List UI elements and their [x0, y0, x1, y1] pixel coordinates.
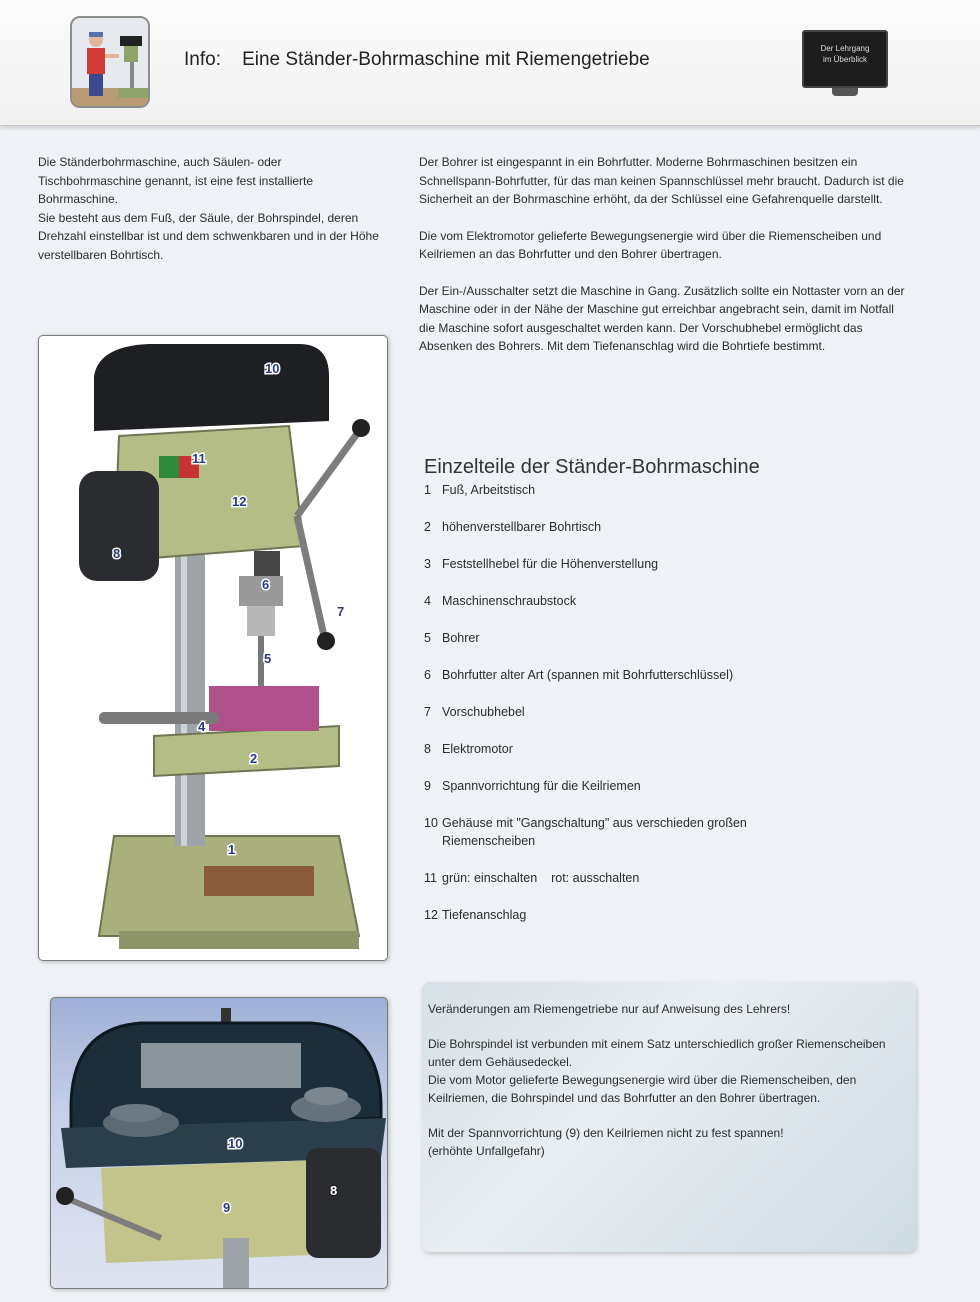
list-item: 11 grün: einschalten rot: ausschalten: [424, 871, 640, 885]
list-item: 7 Vorschubhebel: [424, 705, 525, 719]
photo1-label-4: 4: [198, 719, 206, 734]
intro-right-para-3: Der Ein-/Ausschalter setzt die Maschine in Gang. Zusätzlich sollte ein Nottaster vorn an der Maschine oder in der Nähe der Maschine gut erreichbar angebracht sein, damit im Notfall die Maschine sofort ausgeschaltet werden kann. Der Vorschubhebel ermöglicht das Absenken des Bohrers. Mit dem Tiefenanschlag wird die Bohrtiefe bestimmt.: [419, 283, 905, 353]
header-thumbnail[interactable]: [70, 16, 150, 108]
intro-left-para-2: Sie besteht aus dem Fuß, der Säule, der Bohrspindel, deren Drehzahl einstellbar ist und dem schwenkbaren und in der Höhe verstellbaren Bohrtisch.: [38, 210, 379, 262]
photo1-label-8: 8: [113, 546, 121, 561]
course-overview-button[interactable]: [802, 30, 888, 96]
photo2-label-8: 8: [330, 1183, 338, 1198]
info-para-spindle: Die Bohrspindel ist verbunden mit einem Satz unterschiedlich großer Riemenscheiben unter dem Gehäusedeckel. Die vom Motor gelieferte Bewegungsenergie wird über die Riemenscheiben, den Keilriemen, die Bohrspindel und das Bohrfutter an den Bohrer übertragen.: [428, 1037, 886, 1105]
list-item: 9 Spannvorrichtung für die Keilriemen: [424, 779, 641, 793]
page-title: Info: Eine Ständer-Bohrmaschine mit Riemengetriebe: [184, 49, 650, 70]
photo1-label-2: 2: [250, 751, 258, 766]
worker-at-drill-press-image: [72, 18, 150, 108]
photo1-label-10: 10: [265, 361, 280, 376]
monitor-text-line-1: Der Lehrgang: [820, 44, 870, 53]
header-bar: [0, 0, 980, 126]
photo1-label-1: 1: [228, 842, 236, 857]
list-item: 6 Bohrfutter alter Art (spannen mit Bohrfutterschlüssel): [424, 668, 734, 682]
photo1-label-7: 7: [337, 604, 345, 619]
photo1-label-11: 11: [192, 451, 206, 466]
photo1-label-12: 12: [232, 494, 247, 509]
photo2-label-9: 9: [223, 1200, 231, 1215]
photo2-label-10: 10: [228, 1136, 243, 1151]
intro-right-para-2: Die vom Elektromotor gelieferte Bewegungsenergie wird über die Riemenscheiben und Keilriemen an das Bohrfutter und den Bohrer übertragen.: [419, 228, 882, 261]
parts-list: [424, 481, 844, 943]
intro-left: [38, 153, 383, 264]
belt-housing-photo: [50, 997, 388, 1289]
list-item: 10 Gehäuse mit "Gangschaltung" aus verschieden großen Riemenscheiben: [424, 816, 747, 848]
parts-title: Einzelteile der Ständer-Bohrmaschine: [424, 456, 760, 478]
drill-press-photo: [38, 335, 388, 961]
intro-right: [419, 153, 909, 356]
intro-right-para-1: Der Bohrer ist eingespannt in ein Bohrfutter. Moderne Bohrmaschinen besitzen ein Schnellspann-Bohrfutter, für das man keinen Spannschlüssel mehr braucht. Dadurch ist die Sicherheit an der Bohrmaschine erhöht, da der Schlüssel eine Gefahrenquelle darstellt.: [419, 155, 904, 206]
list-item: 5 Bohrer: [424, 631, 480, 645]
list-item: 3 Feststellhebel für die Höhenverstellung: [424, 557, 659, 571]
list-item: 4 Maschinenschraubstock: [424, 594, 577, 608]
info-box: [422, 982, 916, 1252]
monitor-stand: [832, 88, 858, 96]
photo1-label-6: 6: [262, 577, 270, 592]
monitor-icon: [802, 30, 888, 88]
info-para-tension: Mit der Spannvorrichtung (9) den Keilriemen nicht zu fest spannen! (erhöhte Unfallgefahr): [428, 1126, 784, 1158]
photo1-label-5: 5: [264, 651, 272, 666]
monitor-text-line-2: im Überblick: [822, 55, 867, 64]
drill-press-illustration: [39, 336, 388, 961]
info-warning: Veränderungen am Riemengetriebe nur auf Anweisung des Lehrers!: [428, 1002, 791, 1016]
list-item: 2 höhenverstellbarer Bohrtisch: [424, 520, 602, 534]
belt-housing-illustration: [51, 998, 388, 1289]
intro-left-para-1: Die Ständerbohrmaschine, auch Säulen- oder Tischbohrmaschine genannt, ist eine fest installierte Bohrmaschine.: [38, 155, 314, 206]
list-item: 12 Tiefenanschlag: [424, 908, 527, 922]
list-item: 1 Fuß, Arbeitstisch: [424, 483, 536, 497]
list-item: 8 Elektromotor: [424, 742, 513, 756]
